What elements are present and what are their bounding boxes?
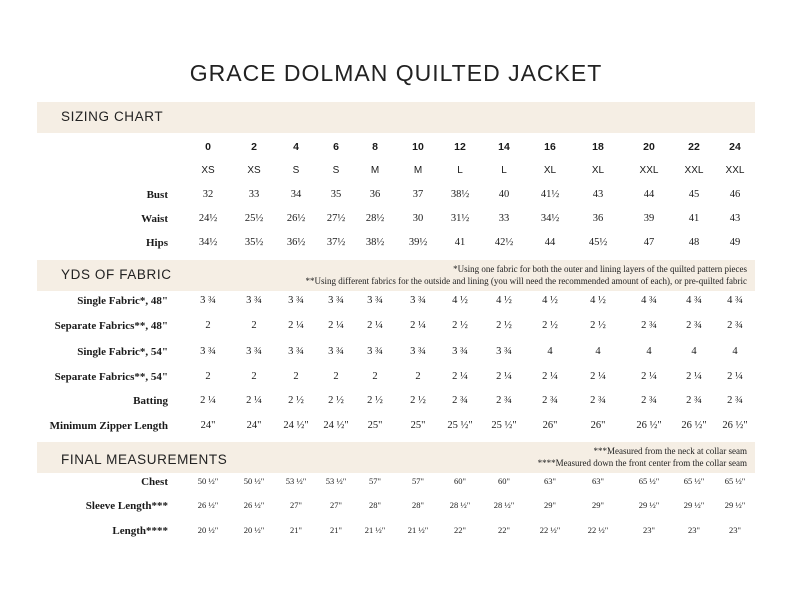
- table-row: [0, 320, 792, 334]
- row-label: Sleeve Length***: [85, 500, 168, 512]
- page-title: GRACE DOLMAN QUILTED JACKET: [189, 60, 603, 86]
- table-cell: 45: [688, 189, 700, 200]
- table-cell: M: [370, 165, 380, 176]
- table-cell: 2 ¾: [590, 395, 606, 406]
- table-row: [0, 295, 792, 309]
- table-cell: 0: [205, 141, 211, 153]
- table-cell: 2 ½: [590, 320, 606, 331]
- table-cell: 63": [592, 476, 604, 486]
- table-cell: 63": [544, 476, 556, 486]
- fabric-header: [37, 260, 755, 291]
- table-cell: 18: [592, 141, 604, 153]
- table-cell: 36: [592, 213, 604, 224]
- table-cell: 26½: [286, 213, 306, 224]
- table-cell: 3 ¾: [288, 346, 304, 357]
- table-cell: 28 ½": [493, 500, 515, 510]
- table-cell: 2: [251, 320, 257, 331]
- table-cell: 27½: [326, 213, 346, 224]
- table-cell: 21": [290, 525, 302, 535]
- table-cell: 20 ½": [243, 525, 265, 535]
- table-row: [0, 371, 792, 385]
- table-cell: 24": [246, 420, 262, 431]
- table-cell: 35½: [244, 237, 264, 248]
- table-cell: 23": [688, 525, 700, 535]
- table-cell: M: [413, 165, 423, 176]
- table-cell: XL: [543, 165, 557, 176]
- sizing-chart-heading: SIZING CHART: [61, 109, 164, 124]
- table-cell: 16: [544, 141, 556, 153]
- table-cell: 4: [646, 346, 652, 357]
- table-cell: 2 ¾: [686, 320, 702, 331]
- table-cell: 2 ¼: [328, 320, 344, 331]
- table-cell: 2: [293, 371, 299, 382]
- table-cell: 25": [410, 420, 426, 431]
- table-cell: 2: [251, 371, 257, 382]
- table-cell: 3 ¾: [496, 346, 512, 357]
- row-label: Single Fabric*, 54": [77, 346, 168, 358]
- table-cell: 29": [592, 500, 604, 510]
- table-cell: 32: [202, 189, 214, 200]
- table-cell: 2 ¼: [590, 371, 606, 382]
- table-cell: 24 ½": [323, 420, 349, 431]
- table-cell: 38½: [450, 189, 470, 200]
- table-cell: 26 ½": [681, 420, 707, 431]
- table-cell: 2 ½: [288, 395, 304, 406]
- table-cell: 43: [729, 213, 741, 224]
- table-row: [0, 420, 792, 434]
- table-cell: XL: [591, 165, 605, 176]
- table-row: [0, 213, 792, 227]
- table-cell: 2 ¼: [288, 320, 304, 331]
- table-cell: 4 ½: [452, 295, 468, 306]
- row-label: Separate Fabrics**, 54": [54, 371, 168, 383]
- table-cell: 3 ¾: [328, 346, 344, 357]
- table-cell: 2 ¾: [641, 320, 657, 331]
- table-cell: 2 ¼: [367, 320, 383, 331]
- row-label: Bust: [146, 189, 168, 201]
- table-cell: 3 ¾: [246, 295, 262, 306]
- table-cell: 29 ½": [724, 500, 746, 510]
- table-cell: 22": [498, 525, 510, 535]
- table-cell: XXL: [725, 165, 745, 176]
- table-cell: 26 ½": [197, 500, 219, 510]
- table-cell: 36½: [286, 237, 306, 248]
- table-cell: XXL: [639, 165, 659, 176]
- table-cell: S: [332, 165, 340, 176]
- table-cell: 34: [290, 189, 302, 200]
- table-cell: 3 ¾: [200, 295, 216, 306]
- table-cell: 34½: [198, 237, 218, 248]
- final-header: [37, 442, 755, 473]
- row-label: Minimum Zipper Length: [49, 420, 168, 432]
- table-cell: 53 ½": [325, 476, 347, 486]
- table-cell: 50 ½": [197, 476, 219, 486]
- table-cell: 4: [547, 346, 553, 357]
- table-cell: 4 ½: [496, 295, 512, 306]
- table-cell: 2 ¾: [686, 395, 702, 406]
- table-row: [0, 525, 792, 539]
- table-cell: 3 ¾: [200, 346, 216, 357]
- table-cell: 28": [412, 500, 424, 510]
- table-cell: 2 ½: [367, 395, 383, 406]
- table-cell: 4 ½: [542, 295, 558, 306]
- table-cell: 33: [498, 213, 510, 224]
- table-cell: 2: [251, 141, 257, 153]
- table-cell: 2 ¾: [641, 395, 657, 406]
- table-cell: 22 ½": [539, 525, 561, 535]
- final-heading: FINAL MEASUREMENTS: [61, 452, 228, 467]
- table-cell: 65 ½": [638, 476, 660, 486]
- table-cell: 22": [454, 525, 466, 535]
- table-row: [0, 476, 792, 490]
- table-cell: 38½: [365, 237, 385, 248]
- table-cell: 2: [205, 320, 211, 331]
- fabric-note-2: **Using different fabrics for the outside and lining (you will need the recommended amount of each), or pre-quilted fabric: [305, 276, 747, 286]
- table-cell: 24 ½": [283, 420, 309, 431]
- table-cell: 2 ½: [542, 320, 558, 331]
- table-cell: 24": [200, 420, 216, 431]
- row-label: Separate Fabrics**, 48": [54, 320, 168, 332]
- table-cell: 25½: [244, 213, 264, 224]
- table-cell: L: [501, 165, 507, 176]
- table-cell: 2 ¼: [246, 395, 262, 406]
- table-row: [0, 500, 792, 514]
- table-cell: 48: [688, 237, 700, 248]
- table-cell: 20 ½": [197, 525, 219, 535]
- table-cell: XXL: [684, 165, 704, 176]
- table-cell: 28½: [365, 213, 385, 224]
- table-cell: 42½: [494, 237, 514, 248]
- table-cell: 2 ¾: [452, 395, 468, 406]
- table-cell: 45½: [588, 237, 608, 248]
- table-cell: 40: [498, 189, 510, 200]
- table-cell: 4: [732, 346, 738, 357]
- table-cell: 4 ½: [590, 295, 606, 306]
- table-cell: 2: [333, 371, 339, 382]
- table-cell: 60": [454, 476, 466, 486]
- table-cell: 4: [293, 141, 299, 153]
- table-cell: XS: [247, 165, 261, 176]
- table-cell: 2 ¼: [641, 371, 657, 382]
- table-cell: 30: [412, 213, 424, 224]
- table-cell: 2 ¼: [452, 371, 468, 382]
- row-label: Chest: [141, 476, 168, 488]
- table-cell: 3 ¾: [328, 295, 344, 306]
- row-label: Single Fabric*, 48": [77, 295, 168, 307]
- table-cell: 46: [729, 189, 741, 200]
- table-cell: 27": [330, 500, 342, 510]
- table-cell: 2 ¼: [200, 395, 216, 406]
- table-row: [0, 189, 792, 203]
- sizing-chart-header: [37, 102, 755, 133]
- table-cell: 2 ¼: [686, 371, 702, 382]
- table-cell: 2 ½: [452, 320, 468, 331]
- row-label: Batting: [133, 395, 168, 407]
- table-cell: 53 ½": [285, 476, 307, 486]
- table-cell: 25 ½": [447, 420, 473, 431]
- table-cell: 27": [290, 500, 302, 510]
- table-cell: 33: [248, 189, 260, 200]
- table-cell: 2 ¾: [496, 395, 512, 406]
- table-cell: 2 ½: [496, 320, 512, 331]
- table-cell: 20: [643, 141, 655, 153]
- table-cell: 65 ½": [724, 476, 746, 486]
- table-cell: 57": [369, 476, 381, 486]
- table-cell: 10: [412, 141, 424, 153]
- table-cell: 4 ¾: [727, 295, 743, 306]
- table-cell: 2 ¾: [727, 395, 743, 406]
- table-cell: 31½: [450, 213, 470, 224]
- table-cell: 21": [330, 525, 342, 535]
- table-cell: 26 ½": [722, 420, 748, 431]
- table-cell: 28": [369, 500, 381, 510]
- row-label: Waist: [141, 213, 168, 225]
- table-cell: 24: [729, 141, 741, 153]
- table-cell: 26": [590, 420, 606, 431]
- table-cell: 4 ¾: [686, 295, 702, 306]
- table-cell: 37: [412, 189, 424, 200]
- table-cell: 39: [643, 213, 655, 224]
- table-cell: 43: [592, 189, 604, 200]
- table-cell: 2 ½: [410, 395, 426, 406]
- table-cell: 6: [333, 141, 339, 153]
- table-cell: 2: [205, 371, 211, 382]
- table-cell: 2 ¾: [542, 395, 558, 406]
- table-cell: 37½: [326, 237, 346, 248]
- table-cell: 23": [643, 525, 655, 535]
- table-cell: 3 ¾: [246, 346, 262, 357]
- table-row: [0, 395, 792, 409]
- row-label: Hips: [145, 237, 168, 249]
- table-cell: 36: [369, 189, 381, 200]
- table-cell: 28 ½": [449, 500, 471, 510]
- table-cell: 4: [595, 346, 601, 357]
- table-row: [0, 237, 792, 251]
- table-cell: 50 ½": [243, 476, 265, 486]
- table-cell: 39½: [408, 237, 428, 248]
- size-letter-row: [0, 165, 792, 179]
- table-cell: 57": [412, 476, 424, 486]
- table-cell: 60": [498, 476, 510, 486]
- table-row: [0, 346, 792, 360]
- table-cell: 3 ¾: [452, 346, 468, 357]
- table-cell: 2 ½: [328, 395, 344, 406]
- table-cell: 65 ½": [683, 476, 705, 486]
- fabric-heading: YDS OF FABRIC: [61, 267, 172, 282]
- table-cell: 35: [330, 189, 342, 200]
- table-cell: 21 ½": [364, 525, 386, 535]
- table-cell: 24½: [198, 213, 218, 224]
- table-cell: 2 ¾: [727, 320, 743, 331]
- table-cell: 26": [542, 420, 558, 431]
- table-cell: 2 ¼: [542, 371, 558, 382]
- table-cell: S: [292, 165, 300, 176]
- table-cell: 29 ½": [683, 500, 705, 510]
- final-note-2: ****Measured down the front center from the collar seam: [537, 458, 747, 468]
- table-cell: 25": [367, 420, 383, 431]
- table-cell: 4: [691, 346, 697, 357]
- table-cell: 41: [688, 213, 700, 224]
- table-cell: 25 ½": [491, 420, 517, 431]
- table-cell: 8: [372, 141, 378, 153]
- table-cell: 3 ¾: [288, 295, 304, 306]
- table-cell: 12: [454, 141, 466, 153]
- table-cell: 14: [498, 141, 510, 153]
- table-cell: 49: [729, 237, 741, 248]
- table-cell: L: [457, 165, 463, 176]
- table-cell: 2: [415, 371, 421, 382]
- table-cell: 29": [544, 500, 556, 510]
- table-cell: 3 ¾: [410, 295, 426, 306]
- table-cell: 23": [729, 525, 741, 535]
- table-cell: 44: [643, 189, 655, 200]
- row-label: Length****: [112, 525, 168, 537]
- table-cell: 2 ¼: [496, 371, 512, 382]
- table-cell: 29 ½": [638, 500, 660, 510]
- table-cell: 3 ¾: [410, 346, 426, 357]
- fabric-note-1: *Using one fabric for both the outer and lining layers of the quilted pattern pieces: [453, 264, 747, 274]
- table-cell: XS: [201, 165, 215, 176]
- table-cell: 2 ¼: [410, 320, 426, 331]
- table-cell: 2: [372, 371, 378, 382]
- final-note-1: ***Measured from the neck at collar seam: [593, 446, 747, 456]
- table-cell: 22 ½": [587, 525, 609, 535]
- size-number-row: [0, 141, 792, 155]
- table-cell: 3 ¾: [367, 346, 383, 357]
- table-cell: 3 ¾: [367, 295, 383, 306]
- table-cell: 2 ¼: [727, 371, 743, 382]
- table-cell: 47: [643, 237, 655, 248]
- table-cell: 26 ½": [243, 500, 265, 510]
- table-cell: 22: [688, 141, 700, 153]
- table-cell: 44: [544, 237, 556, 248]
- table-cell: 34½: [540, 213, 560, 224]
- table-cell: 41: [454, 237, 466, 248]
- table-cell: 26 ½": [636, 420, 662, 431]
- table-cell: 4 ¾: [641, 295, 657, 306]
- table-cell: 41½: [540, 189, 560, 200]
- table-cell: 21 ½": [407, 525, 429, 535]
